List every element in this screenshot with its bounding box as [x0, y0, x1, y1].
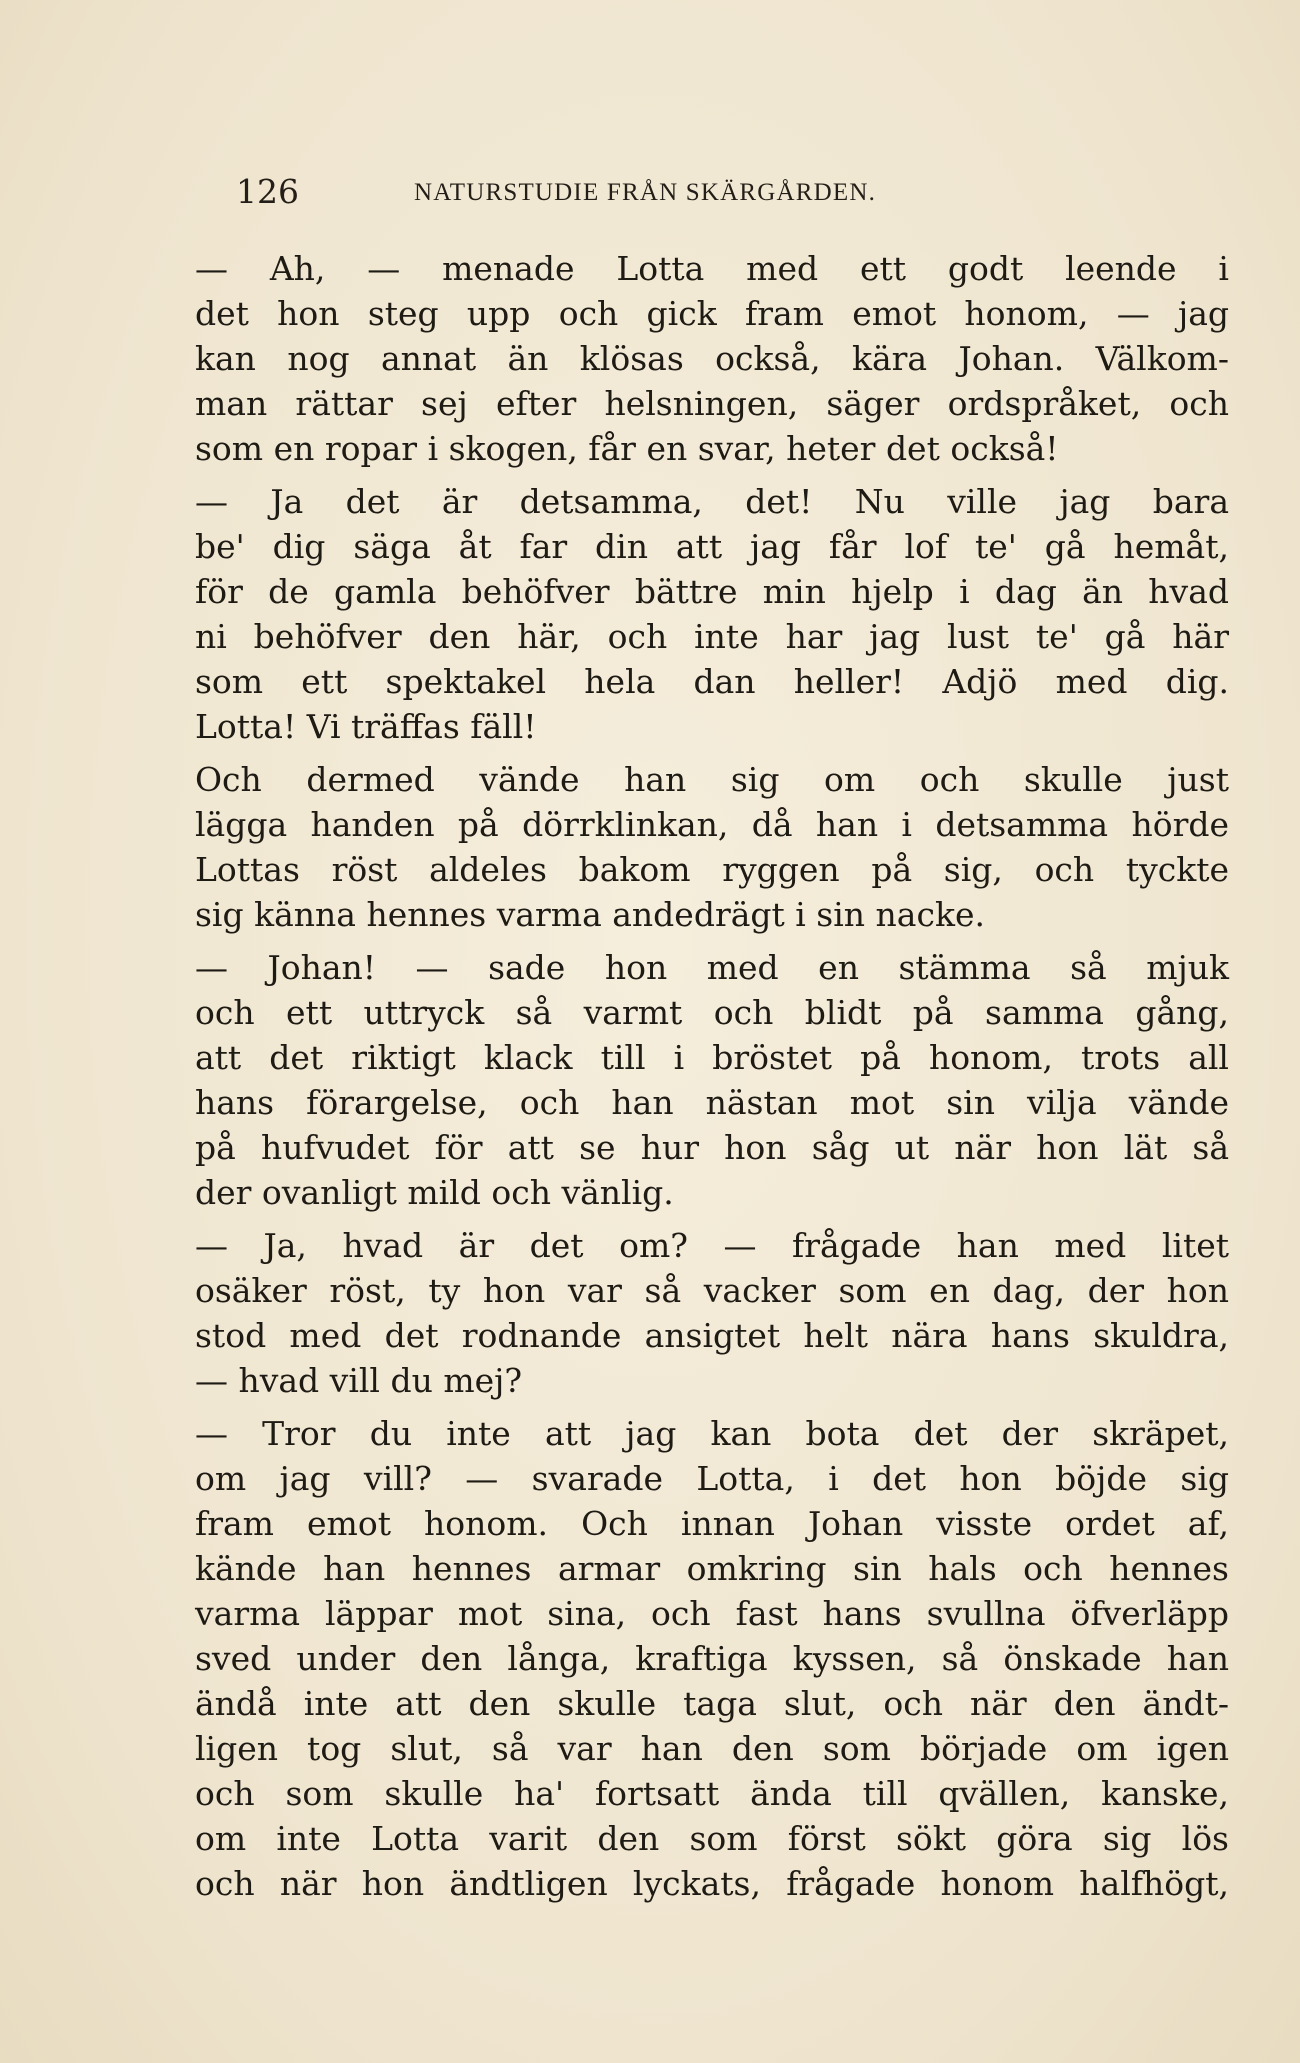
- text-line: — Johan! — sade hon med en stämma så mjuk: [195, 948, 1229, 987]
- text-line: det hon steg upp och gick fram emot honom, — jag: [195, 294, 1229, 333]
- page-number: 126: [236, 172, 299, 211]
- text-line: ni behöfver den här, och inte har jag lust te' gå här: [195, 617, 1229, 656]
- paragraph: [195, 479, 1229, 749]
- text-line: varma läppar mot sina, och fast hans svullna öfverläpp: [195, 1594, 1229, 1633]
- text-line: — Ah, — menade Lotta med ett godt leende i: [195, 249, 1229, 288]
- text-line: ändå inte att den skulle taga slut, och när den ändt-: [195, 1684, 1229, 1723]
- text-line: och som skulle ha' fortsatt ända till qvällen, kanske,: [195, 1774, 1229, 1813]
- text-line: be' dig säga åt far din att jag får lof te' gå hemåt,: [195, 527, 1229, 566]
- text-line: Lottas röst aldeles bakom ryggen på sig, och tyckte: [195, 850, 1229, 889]
- text-line: — hvad vill du mej?: [195, 1361, 523, 1400]
- text-line: fram emot honom. Och innan Johan visste ordet af,: [195, 1504, 1229, 1543]
- text-line: der ovanligt mild och vänlig.: [195, 1173, 674, 1212]
- running-title: NATURSTUDIE FRÅN SKÄRGÅRDEN.: [414, 179, 877, 206]
- text-line: hans förargelse, och han nästan mot sin vilja vände: [195, 1083, 1229, 1122]
- text-line: att det riktigt klack till i bröstet på honom, trots all: [195, 1038, 1229, 1077]
- text-line: och när hon ändtligen lyckats, frågade honom halfhögt,: [195, 1864, 1229, 1903]
- text-line: för de gamla behöfver bättre min hjelp i dag än hvad: [195, 572, 1229, 611]
- text-line: — Tror du inte att jag kan bota det der skräpet,: [195, 1414, 1229, 1453]
- text-line: stod med det rodnande ansigtet helt nära hans skuldra,: [195, 1316, 1229, 1355]
- paragraph: [195, 757, 1229, 937]
- text-line: Och dermed vände han sig om och skulle just: [195, 760, 1229, 799]
- text-line: Lotta! Vi träffas fäll!: [195, 707, 537, 746]
- text-line: om jag vill? — svarade Lotta, i det hon böjde sig: [195, 1459, 1229, 1498]
- paragraph: [195, 1411, 1229, 1906]
- text-line: som en ropar i skogen, får en svar, heter det också!: [195, 429, 1059, 468]
- paragraph: [195, 1223, 1229, 1403]
- text-line: och ett uttryck så varmt och blidt på samma gång,: [195, 993, 1229, 1032]
- paragraph: [195, 246, 1229, 471]
- text-line: som ett spektakel hela dan heller! Adjö med dig.: [195, 662, 1229, 701]
- text-line: kände han hennes armar omkring sin hals och hennes: [195, 1549, 1229, 1588]
- text-line: sved under den långa, kraftiga kyssen, så önskade han: [195, 1639, 1229, 1678]
- text-line: om inte Lotta varit den som först sökt göra sig lös: [195, 1819, 1229, 1858]
- text-line: på hufvudet för att se hur hon såg ut när hon lät så: [195, 1128, 1229, 1167]
- text-line: lägga handen på dörrklinkan, då han i detsamma hörde: [195, 805, 1229, 844]
- text-line: sig känna hennes varma andedrägt i sin nacke.: [195, 895, 985, 934]
- text-line: kan nog annat än klösas också, kära Johan. Välkom-: [195, 339, 1229, 378]
- paragraph: [195, 945, 1229, 1215]
- text-line: — Ja det är detsamma, det! Nu ville jag bara: [195, 482, 1229, 521]
- text-line: osäker röst, ty hon var så vacker som en dag, der hon: [195, 1271, 1229, 1310]
- text-line: ligen tog slut, så var han den som började om igen: [195, 1729, 1229, 1768]
- text-line: man rättar sej efter helsningen, säger ordspråket, och: [195, 384, 1229, 423]
- body-text: [195, 246, 1229, 1906]
- page-header: [236, 170, 1236, 214]
- text-line: — Ja, hvad är det om? — frågade han med litet: [195, 1226, 1229, 1265]
